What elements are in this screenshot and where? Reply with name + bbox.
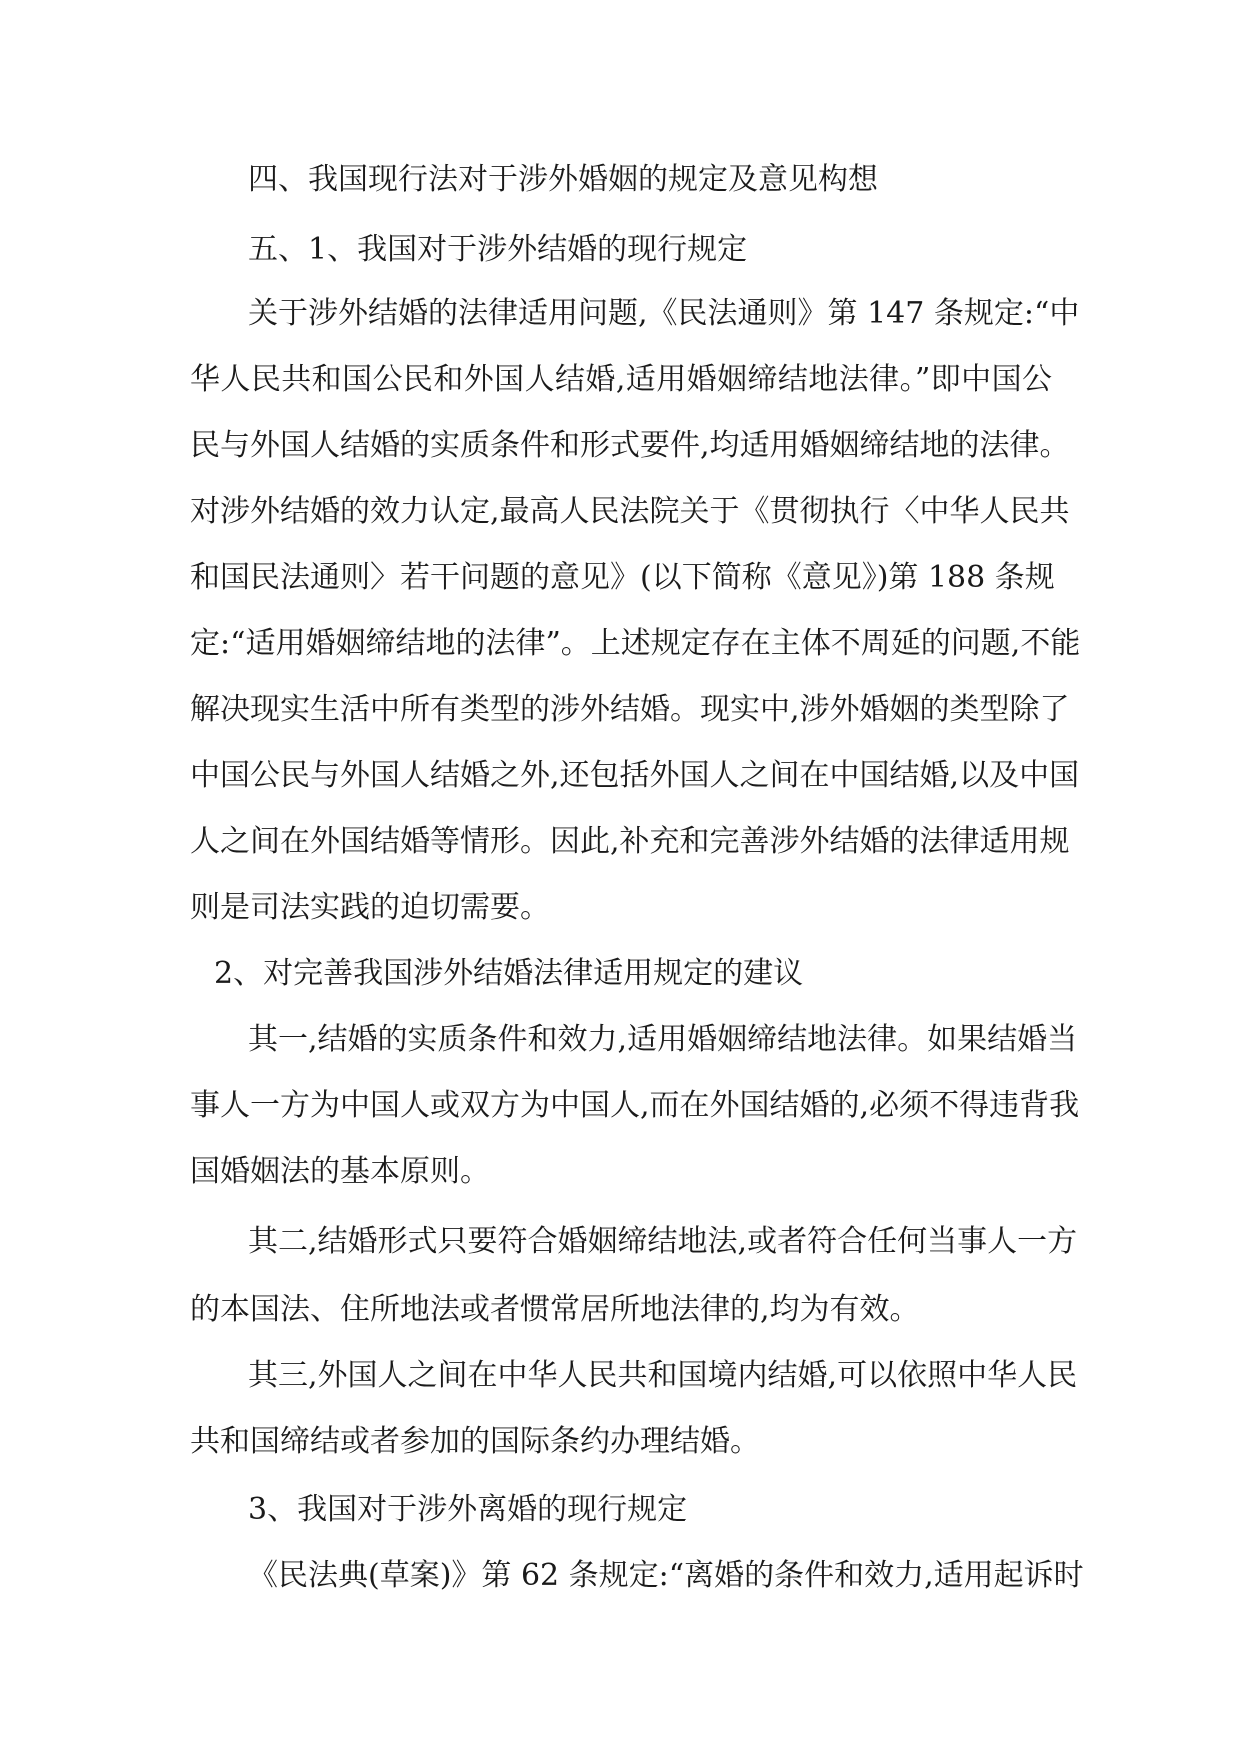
paragraph-line: 的本国法、住所地法或者惯常居所地法律的,均为有效。: [190, 1292, 920, 1327]
paragraph-line: 其三,外国人之间在中华人民共和国境内结婚,可以依照中华人民: [248, 1358, 1078, 1393]
paragraph-line: 《民法典(草案)》第 62 条规定:“离婚的条件和效力,适用起诉时: [248, 1558, 1084, 1593]
subsection-heading-3: 3、我国对于涉外离婚的现行规定: [248, 1492, 688, 1527]
paragraph-line: 定:“适用婚姻缔结地的法律”。上述规定存在主体不周延的问题,不能: [190, 626, 1081, 661]
paragraph-line: 其一,结婚的实质条件和效力,适用婚姻缔结地法律。如果结婚当: [248, 1022, 1078, 1057]
paragraph-line: 中国公民与外国人结婚之外,还包括外国人之间在中国结婚,以及中国: [190, 758, 1080, 793]
paragraph-line: 国婚姻法的基本原则。: [190, 1154, 490, 1189]
paragraph-line: 对涉外结婚的效力认定,最高人民法院关于《贯彻执行〈中华人民共: [190, 494, 1070, 529]
subsection-heading-2: 2、对完善我国涉外结婚法律适用规定的建议: [214, 956, 804, 991]
paragraph-line: 华人民共和国公民和外国人结婚,适用婚姻缔结地法律。”即中国公: [190, 362, 1052, 397]
paragraph-line: 人之间在外国结婚等情形。因此,补充和完善涉外结婚的法律适用规: [190, 824, 1070, 859]
paragraph-line: 事人一方为中国人或双方为中国人,而在外国结婚的,必须不得违背我: [190, 1088, 1080, 1123]
paragraph-line: 民与外国人结婚的实质条件和形式要件,均适用婚姻缔结地的法律。: [190, 428, 1070, 463]
paragraph-line: 则是司法实践的迫切需要。: [190, 890, 550, 925]
paragraph-line: 共和国缔结或者参加的国际条约办理结婚。: [190, 1424, 760, 1459]
section-heading-4: 四、我国现行法对于涉外婚姻的规定及意见构想: [248, 162, 878, 197]
paragraph-line: 和国民法通则〉若干问题的意见》(以下简称《意见》)第 188 条规: [190, 560, 1055, 595]
paragraph-line: 其二,结婚形式只要符合婚姻缔结地法,或者符合任何当事人一方: [248, 1224, 1078, 1259]
paragraph-line: 关于涉外结婚的法律适用问题,《民法通则》第 147 条规定:“中: [248, 296, 1080, 331]
paragraph-line: 解决现实生活中所有类型的涉外结婚。现实中,涉外婚姻的类型除了: [190, 692, 1070, 727]
subsection-heading-5-1: 五、1、我国对于涉外结婚的现行规定: [248, 232, 748, 267]
